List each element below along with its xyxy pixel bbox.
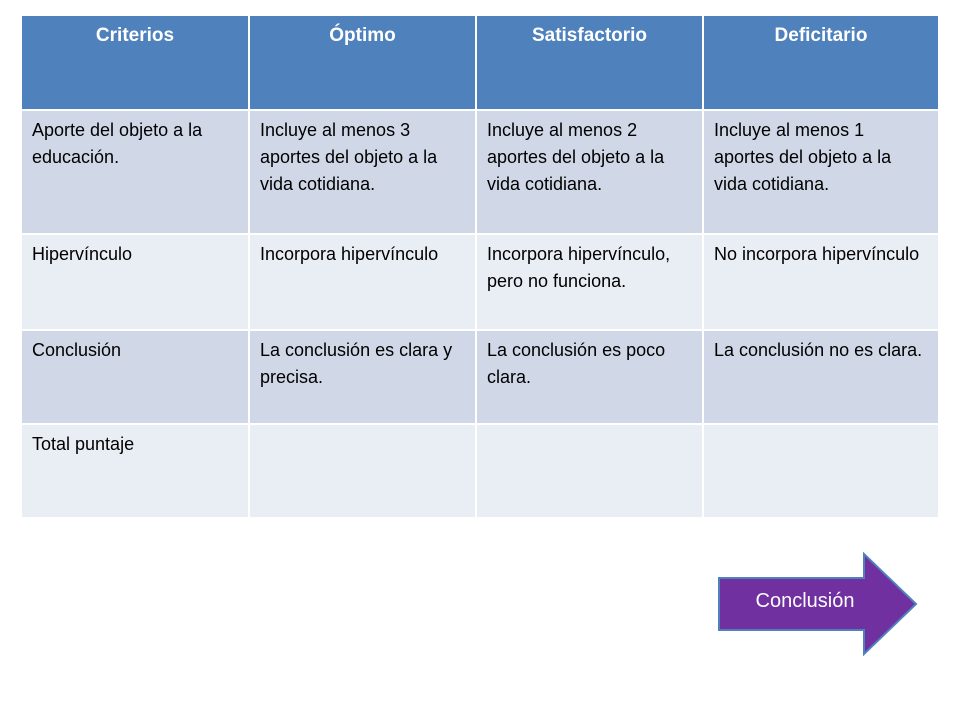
table-cell: Total puntaje (22, 424, 249, 518)
table-cell: Incorpora hipervínculo, pero no funciona. (476, 234, 703, 330)
header-criterios: Criterios (22, 16, 249, 110)
table-cell: La conclusión es poco clara. (476, 330, 703, 424)
table-cell (249, 424, 476, 518)
table-row (22, 330, 938, 424)
table-row (22, 424, 938, 518)
table-cell (476, 424, 703, 518)
table-cell: Incluye al menos 3 aportes del objeto a la vida cotidiana. (249, 110, 476, 234)
table-cell: Incorpora hipervínculo (249, 234, 476, 330)
table-cell: La conclusión no es clara. (703, 330, 938, 424)
table-cell: Incluye al menos 2 aportes del objeto a la vida cotidiana. (476, 110, 703, 234)
header-satisfactorio: Satisfactorio (476, 16, 703, 110)
conclusion-nav-button[interactable] (718, 552, 918, 656)
table-cell: La conclusión es clara y precisa. (249, 330, 476, 424)
table-cell: Aporte del objeto a la educación. (22, 110, 249, 234)
header-deficitario: Deficitario (703, 16, 938, 110)
table-cell: Hipervínculo (22, 234, 249, 330)
table-cell: Conclusión (22, 330, 249, 424)
table-row (22, 234, 938, 330)
table-header-row (22, 16, 938, 110)
header-optimo: Óptimo (249, 16, 476, 110)
table-cell: No incorpora hipervínculo (703, 234, 938, 330)
table-cell (703, 424, 938, 518)
conclusion-button-label: Conclusión (755, 590, 855, 612)
rubric-table (22, 16, 938, 519)
table-cell: Incluye al menos 1 aportes del objeto a la vida cotidiana. (703, 110, 938, 234)
table-row (22, 110, 938, 234)
